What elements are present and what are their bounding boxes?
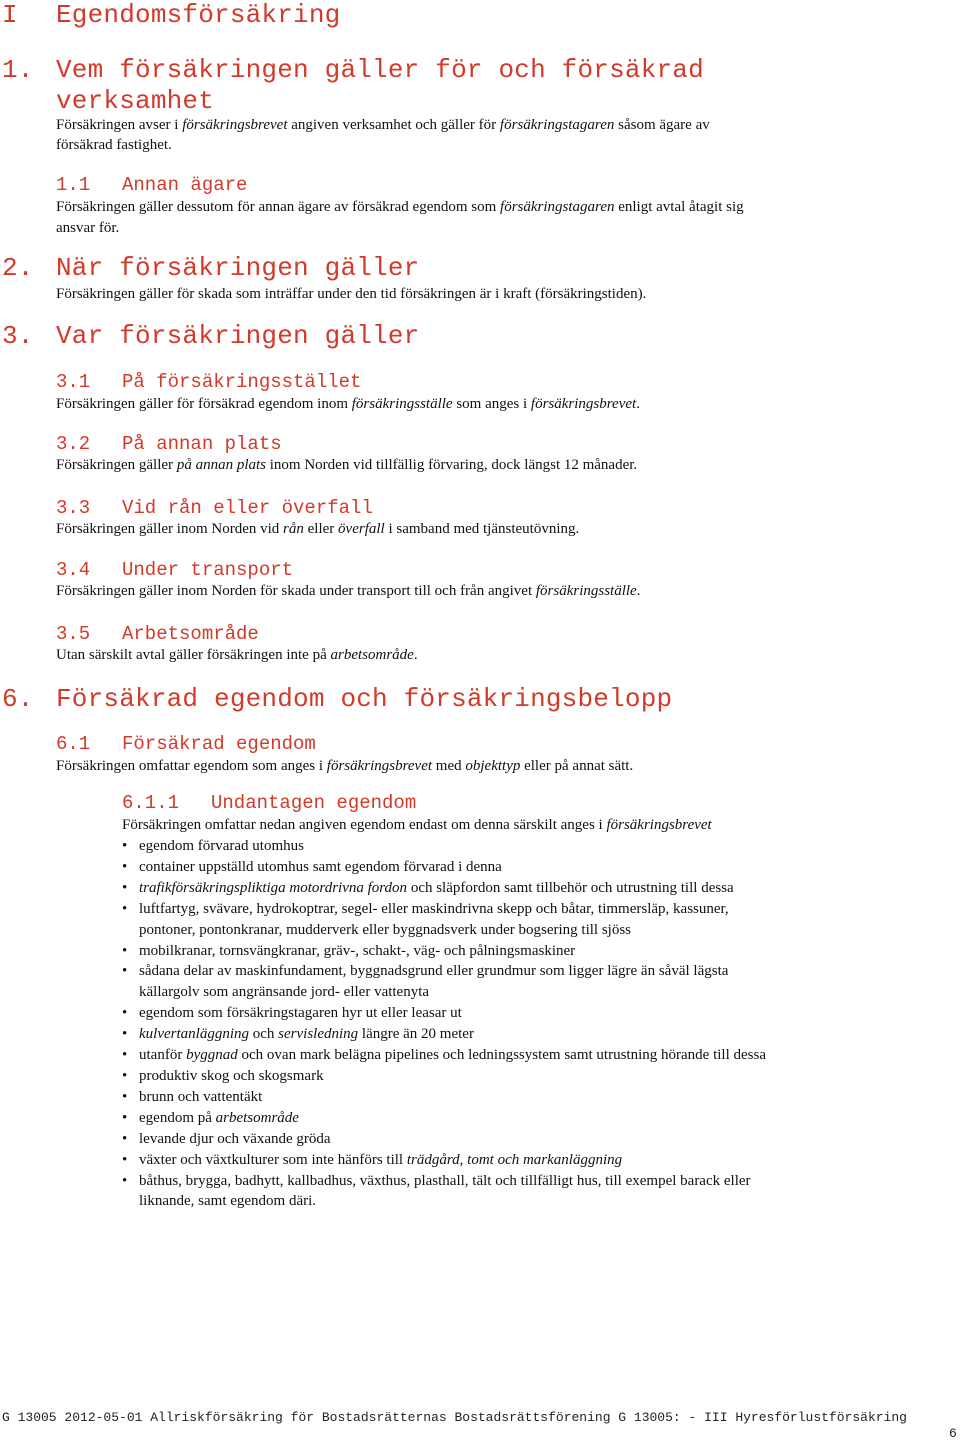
list-item [122, 1003, 902, 1024]
text-run: båthus, brygga, badhytt, kallbadhus, växthus, plasthall, tält och tillfälligt hus, till exempel barack eller [139, 1172, 751, 1189]
text-run: sådana delar av maskinfundament, byggnadsgrund eller grundmur som ligger lägre än såväl lägsta [139, 963, 729, 980]
term-italic: försäkringsställe [535, 583, 637, 599]
term-italic: försäkringsbrevet [182, 117, 288, 133]
list-item [122, 899, 902, 941]
list-item [122, 1171, 902, 1213]
section-3-5-paragraph [56, 647, 418, 664]
section-number: 3.4 [56, 559, 91, 581]
chapter-heading [2, 0, 340, 30]
list-item [122, 1066, 902, 1087]
section-3-3-heading [56, 497, 373, 519]
text-run: eller [303, 521, 339, 537]
text-run: inom Norden vid tillfällig förvaring, dock längst 12 månader. [266, 457, 638, 473]
text-run: . [636, 583, 641, 599]
text-run: liknande, samt egendom däri. [139, 1193, 317, 1210]
section-title: Under transport [122, 559, 294, 581]
list-item [122, 961, 902, 1003]
text-run: och släpfordon samt tillbehör och utrustning till dessa [407, 879, 734, 896]
text-run: pontoner, pontonkranar, mudderverk eller byggnadsverk under bogsering till sjöss [139, 921, 632, 938]
term-italic: byggnad [186, 1047, 238, 1064]
section-title: På annan plats [122, 433, 282, 455]
text-run: källargolv som angränsande jord- eller vattenyta [139, 984, 430, 1001]
term-italic: på annan plats [176, 457, 266, 473]
section-3-2-heading [56, 433, 282, 455]
text-run: såsom ägare av [614, 117, 710, 133]
text-run: . [413, 647, 418, 663]
term-italic: försäkringstagaren [500, 199, 615, 215]
section-number: 6.1.1 [122, 792, 180, 814]
section-title: Vem försäkringen gäller för och försäkrad [56, 55, 704, 85]
section-1-heading-line2: verksamhet [56, 86, 215, 116]
section-title: Var försäkringen gäller [56, 321, 420, 351]
section-number: 2. [2, 253, 34, 283]
section-6-1-heading [56, 733, 316, 755]
section-title: Annan ägare [122, 174, 248, 196]
page-number: 6 [949, 1426, 957, 1441]
list-item [122, 1129, 902, 1150]
chapter-title: Egendomsförsäkring [56, 0, 341, 30]
section-number: 3.3 [56, 497, 91, 519]
text-run: produktiv skog och skogsmark [139, 1067, 324, 1084]
section-title: Undantagen egendom [211, 792, 417, 814]
text-run: Försäkringen gäller inom Norden vid [56, 521, 284, 537]
section-number: 6.1 [56, 733, 91, 755]
term-italic: trafikförsäkringspliktiga motordrivna fordon [139, 879, 408, 896]
section-3-1-heading [56, 371, 361, 393]
term-italic: trädgård, tomt och markanläggning [406, 1151, 623, 1168]
section-1-paragraph-line2: försäkrad fastighet. [56, 137, 172, 153]
text-run: levande djur och växande gröda [139, 1130, 331, 1147]
text-run: längre än 20 meter [358, 1026, 474, 1043]
text-run: brunn och vattentäkt [139, 1088, 263, 1105]
text-run: egendom som försäkringstagaren hyr ut eller leasar ut [139, 1005, 462, 1022]
term-italic: rån [283, 521, 304, 537]
section-3-4-paragraph [56, 583, 640, 600]
section-3-1-paragraph [56, 396, 640, 413]
section-3-2-paragraph [56, 457, 637, 474]
text-run: och [248, 1026, 279, 1043]
section-1-1-paragraph-line2: ansvar för. [56, 220, 120, 236]
text-run: och ovan mark belägna pipelines och ledningssystem samt utrustning hörande till dessa [237, 1047, 766, 1064]
list-item [122, 857, 902, 878]
text-run: eller på annat sätt. [520, 758, 634, 774]
text-run: Försäkringen omfattar nedan angiven egendom endast om denna särskilt anges i [122, 817, 607, 833]
term-italic: arbetsområde [330, 647, 414, 663]
text-run: angiven verksamhet och gäller för [287, 117, 500, 133]
list-item [122, 1045, 902, 1066]
list-item [122, 1150, 902, 1171]
section-title: Försäkrad egendom [122, 733, 316, 755]
text-run: . [636, 396, 640, 412]
section-title: Arbetsområde [122, 623, 259, 645]
section-3-3-paragraph [56, 521, 579, 538]
term-italic: objekttyp [465, 758, 521, 774]
section-3-4-heading [56, 559, 293, 581]
text-run: växter och växtkulturer som inte hänförs till [139, 1151, 407, 1168]
section-1-paragraph [56, 117, 710, 134]
list-item [122, 1108, 902, 1129]
excluded-property-list [122, 836, 902, 1212]
section-1-1-paragraph [56, 199, 744, 216]
text-run: Försäkringen omfattar egendom som anges i [56, 758, 327, 774]
term-italic: försäkringsbrevet [326, 758, 433, 774]
text-run: Försäkringen gäller inom Norden för skada under transport till och från angivet [56, 583, 536, 599]
section-number: 3.2 [56, 433, 91, 455]
term-italic: arbetsområde [215, 1109, 299, 1126]
section-number: 1.1 [56, 174, 91, 196]
list-item [122, 836, 902, 857]
term-italic: försäkringsbrevet [606, 817, 712, 833]
section-6-heading [2, 684, 672, 714]
text-run: Försäkringen gäller dessutom för annan ägare av försäkrad egendom som [56, 199, 501, 215]
section-title: När försäkringen gäller [56, 253, 420, 283]
section-number: 3.1 [56, 371, 91, 393]
section-6-1-paragraph [56, 758, 633, 775]
page-footer: G 13005 2012-05-01 Allriskförsäkring för Bostadsrätternas Bostadsrättsförening G 13005: - III Hyresförlustförsäkring [2, 1410, 907, 1425]
section-title: Vid rån eller överfall [122, 497, 373, 519]
section-6-1-1-heading [122, 792, 416, 814]
section-2-heading [2, 253, 419, 283]
text-run: egendom på [139, 1109, 216, 1126]
section-1-1-heading [56, 174, 247, 196]
section-2-paragraph: Försäkringen gäller för skada som inträffar under den tid försäkringen är i kraft (försäkringstiden). [56, 286, 647, 302]
text-run: som anges i [452, 396, 531, 412]
text-run: Försäkringen avser i [56, 117, 183, 133]
text-run: container uppställd utomhus samt egendom förvarad i denna [139, 858, 502, 875]
text-run: Försäkringen gäller för försäkrad egendom inom [56, 396, 352, 412]
term-italic: servisledning [278, 1026, 359, 1043]
text-run: Utan särskilt avtal gäller försäkringen inte på [56, 647, 331, 663]
section-number: 3. [2, 321, 34, 351]
list-item [122, 941, 902, 962]
text-run: enligt avtal åtagit sig [614, 199, 744, 215]
section-3-heading [2, 321, 419, 351]
list-item [122, 878, 902, 899]
term-italic: försäkringstagaren [499, 117, 615, 133]
term-italic: kulvertanläggning [139, 1026, 249, 1043]
term-italic: försäkringsbrevet [530, 396, 637, 412]
section-title: På försäkringsstället [122, 371, 362, 393]
section-number: 6. [2, 684, 34, 714]
list-item [122, 1024, 902, 1045]
section-1-heading [2, 55, 704, 85]
term-italic: överfall [338, 521, 385, 537]
section-number: 3.5 [56, 623, 91, 645]
section-6-1-1-paragraph [122, 817, 712, 834]
text-run: med [432, 758, 466, 774]
text-run: Försäkringen gäller [56, 457, 177, 473]
text-run: mobilkranar, tornsvängkranar, gräv-, schakt-, väg- och pålningsmaskiner [139, 942, 576, 959]
text-run: luftfartyg, svävare, hydrokoptrar, segel- eller maskindrivna skepp och båtar, timmersläp, kassuner, [139, 900, 729, 917]
text-run: i samband med tjänsteutövning. [384, 521, 580, 537]
term-italic: försäkringsställe [351, 396, 453, 412]
section-title: Försäkrad egendom och försäkringsbelopp [56, 684, 673, 714]
text-run: utanför [139, 1047, 187, 1064]
text-run: egendom förvarad utomhus [139, 838, 304, 854]
list-item [122, 1087, 902, 1108]
chapter-number: I [2, 0, 18, 30]
section-number: 1. [2, 55, 34, 85]
section-3-5-heading [56, 623, 259, 645]
